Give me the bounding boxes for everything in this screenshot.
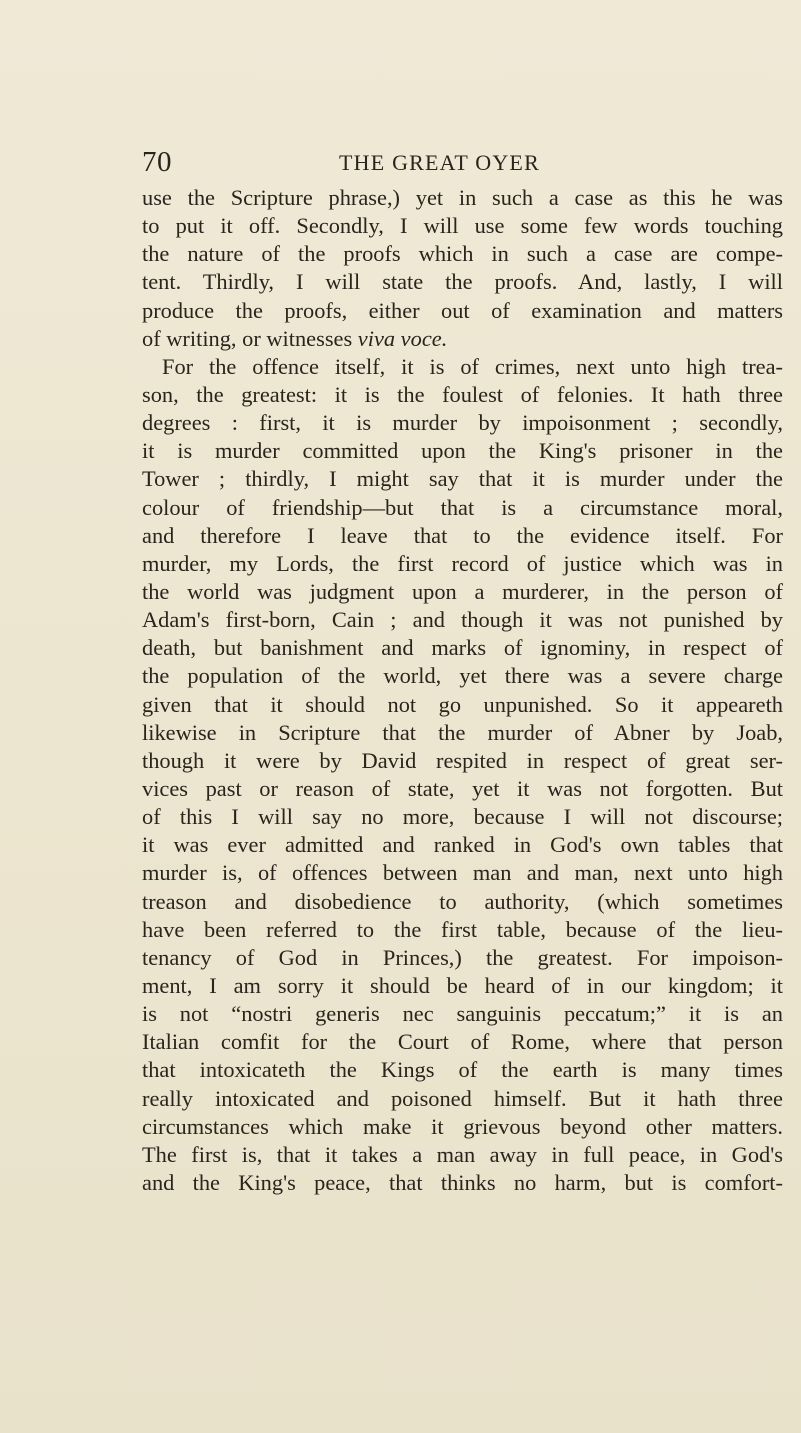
text-line: degrees : first, it is murder by impoisonment ; secondly, [142, 410, 783, 436]
text-line [142, 325, 783, 353]
text-line: to put it off. Secondly, I will use some few words touching [142, 213, 783, 239]
italic-phrase: viva voce. [357, 325, 448, 351]
text-line: is not “nostri generis nec sanguinis peccatum;” it is an [142, 1001, 783, 1027]
text-line: son, the greatest: it is the foulest of felonies. It hath three [142, 381, 783, 407]
text-line: tenancy of God in Princes,) the greatest. For impoison- [142, 944, 783, 970]
text-line: given that it should not go unpunished. So it appeareth [142, 691, 783, 717]
text-line: death, but banishment and marks of ignominy, in respect of [142, 635, 783, 661]
running-title: THE GREAT OYER [339, 150, 540, 175]
page-number: 70 [142, 146, 172, 178]
text-line: it was ever admitted and ranked in God's own tables that [142, 832, 783, 858]
text-line: of this I will say no more, because I will not discourse; [142, 804, 783, 830]
text-line: Italian comfit for the Court of Rome, where that person [142, 1029, 783, 1055]
paragraph-first-line: For the offence itself, it is of crimes, next unto high trea- [162, 353, 783, 379]
text-line: circumstances which make it grievous beyond other matters. [142, 1113, 783, 1139]
text-line: treason and disobedience to authority, (which sometimes [142, 888, 783, 914]
text-line: colour of friendship—but that is a circumstance moral, [142, 494, 783, 520]
text-line: the population of the world, yet there was a severe charge [142, 663, 783, 689]
text-line: the world was judgment upon a murderer, in the person of [142, 578, 783, 604]
text-line: The first is, that it takes a man away in full peace, in God's [142, 1141, 783, 1167]
text-line: Adam's first-born, Cain ; and though it was not punished by [142, 607, 783, 633]
text-line: though it were by David respited in respect of great ser- [142, 747, 783, 773]
text-line: it is murder committed upon the King's prisoner in the [142, 438, 783, 464]
text-line: the nature of the proofs which in such a case are compe- [142, 241, 783, 267]
text-line: and therefore I leave that to the evidence itself. For [142, 522, 783, 548]
text-line: have been referred to the first table, because of the lieu- [142, 916, 783, 942]
running-head [142, 146, 782, 178]
text-line: produce the proofs, either out of examination and matters [142, 297, 783, 323]
text-line: murder, my Lords, the first record of justice which was in [142, 550, 783, 576]
text-fragment: of writing, or witnesses [142, 325, 358, 351]
text-line: vices past or reason of state, yet it was not forgotten. But [142, 775, 783, 801]
text-line: ment, I am sorry it should be heard of in our kingdom; it [142, 972, 783, 998]
text-line: really intoxicated and poisoned himself. But it hath three [142, 1085, 783, 1111]
text-line: Tower ; thirdly, I might say that it is murder under the [142, 466, 783, 492]
text-line: murder is, of offences between man and man, next unto high [142, 860, 783, 886]
text-line: tent. Thirdly, I will state the proofs. And, lastly, I will [142, 269, 783, 295]
text-line: likewise in Scripture that the murder of Abner by Joab, [142, 719, 783, 745]
text-line: and the King's peace, that thinks no harm, but is comfort- [142, 1169, 783, 1195]
text-line: use the Scripture phrase,) yet in such a case as this he was [142, 185, 783, 210]
text-line: that intoxicateth the Kings of the earth is many times [142, 1057, 783, 1083]
body-text [142, 184, 783, 1197]
